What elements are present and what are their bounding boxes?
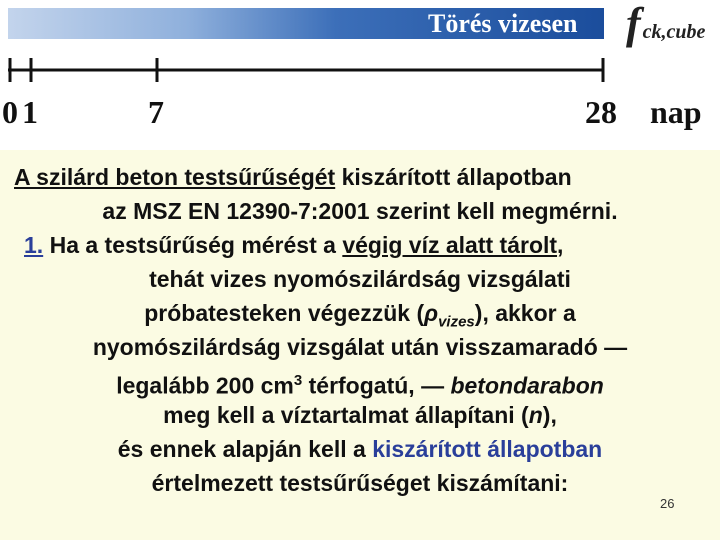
cube-superscript: 3 (293, 372, 303, 389)
body-line-5: próbatesteken végezzük $(\rho_{vizes})$, akkor a (144, 300, 576, 331)
timeline (0, 50, 720, 90)
intro-underlined: A szilárd beton testsűrűségét (14, 164, 336, 190)
banner-title: Törés vizesen (428, 9, 578, 38)
body-line-7: legalább 200 $cm^3$ térfogatú, — betondarabon (116, 372, 604, 399)
body-line-3: 1. Ha a testsűrűség mérést a végig víz alatt tárolt, (24, 232, 564, 258)
tick-label-28: 28 (585, 94, 617, 130)
body-line-6: nyomószilárdság vizsgálat után visszamaradó — (92, 334, 628, 360)
body-line-2: az MSZ EN 12390-7:2001 szerint kell megmérni. (102, 198, 618, 224)
body-line-4: tehát vizes nyomószilárdság vizsgálati (149, 266, 571, 292)
italic-word: betondarabon (450, 372, 604, 399)
slide-header (0, 0, 720, 150)
tick-label-0: 0 (2, 94, 18, 130)
fck-cube-symbol (626, 0, 705, 48)
body-line-1: A szilárd beton testsűrűségét kiszárított állapotban (14, 164, 572, 190)
item-number: 1. (24, 232, 44, 258)
timeline-unit: nap (650, 94, 702, 130)
fck-subscript: ck,cube (642, 21, 706, 43)
fck-symbol: f (626, 0, 641, 48)
body-text (8, 160, 712, 500)
highlighted-phrase: kiszárított állapotban (372, 436, 603, 462)
rho-subscript: vizes (438, 313, 475, 331)
body-line-9: és ennek alapján kell a kiszárított állapotban (117, 436, 603, 462)
page-number: 26 (660, 496, 675, 511)
underlined-phrase: végig víz alatt tárolt (342, 232, 558, 258)
rho-symbol: ρ (424, 300, 439, 326)
n-symbol: n (528, 402, 543, 428)
body-line-8: meg kell a víztartalmat állapítani (n), (163, 402, 557, 428)
tick-label-7: 7 (148, 94, 164, 130)
body-line-10: értelmezett testsűrűséget kiszámítani: (151, 470, 569, 496)
tick-label-1: 1 (22, 94, 38, 130)
